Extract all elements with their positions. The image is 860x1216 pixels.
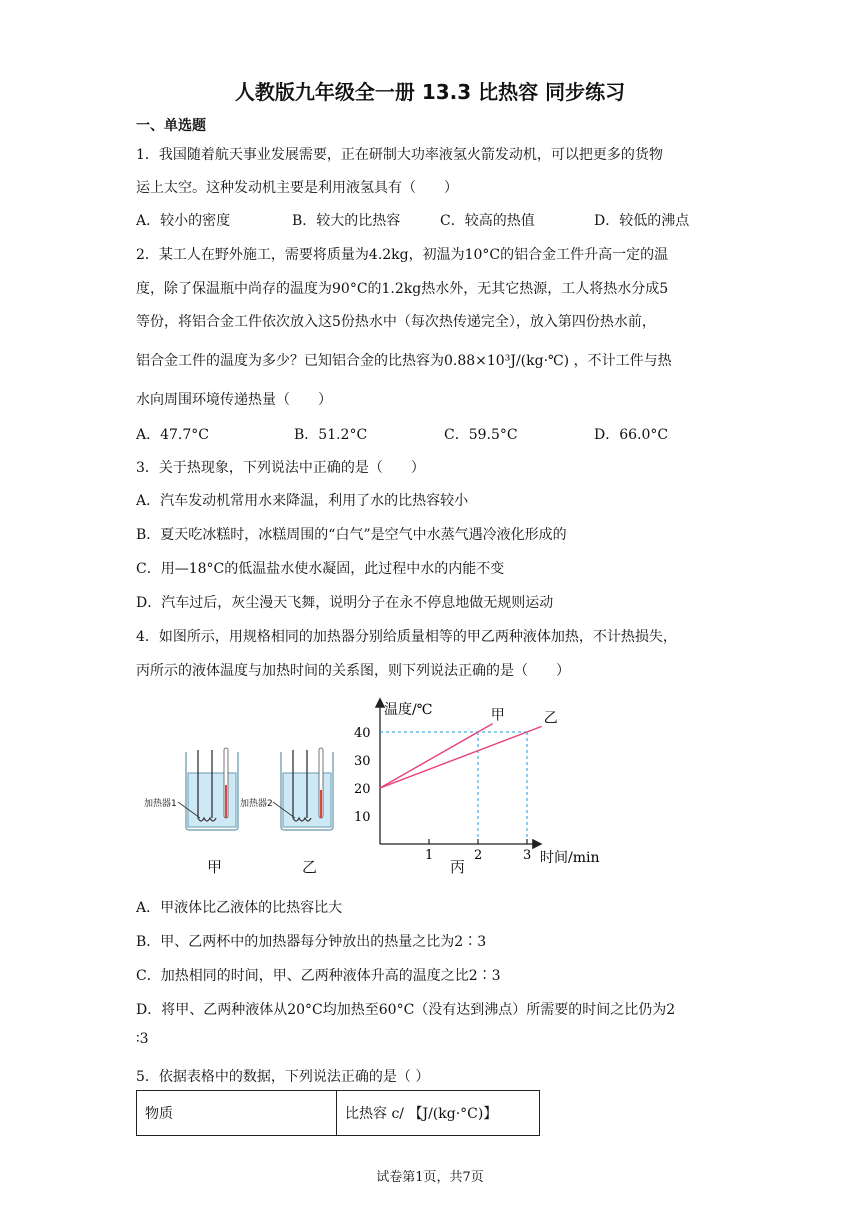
q1-option-a: A．较小的密度 (136, 213, 231, 229)
temperature-time-chart (340, 692, 620, 870)
q2-option-b: B．51.2°C (294, 427, 368, 443)
x-axis-label: 时间/min (540, 850, 600, 866)
q2-line-3: 等份，将铝合金工件依次放入这5份热水中（每次热传递完全），放入第四份热水前， (136, 314, 656, 330)
caption-bing: 丙 (450, 858, 466, 876)
q4-option-b: B．甲、乙两杯中的加热器每分钟放出的热量之比为2∶3 (136, 934, 487, 950)
q3-option-b: B．夏天吃冰糕时，冰糕周围的“白气”是空气中水蒸气遇冷液化形成的 (136, 527, 567, 543)
q1-line-1: 1．我国随着航天事业发展需要，正在研制大功率液氢火箭发动机，可以把更多的货物 (136, 147, 663, 163)
y-tick-label: 40 (354, 726, 371, 741)
x-tick-label: 3 (523, 848, 532, 863)
page-title: 人教版九年级全一册 13.3 比热容 同步练习 (234, 80, 626, 104)
y-tick-label: 10 (354, 810, 371, 825)
table-row (137, 1091, 540, 1136)
specific-heat-table (136, 1090, 540, 1136)
beaker-2 (273, 748, 333, 830)
q1-line-2: 运上太空。这种发动机主要是利用液氢具有（ ） (136, 180, 458, 196)
series-label: 甲 (490, 707, 505, 724)
y-tick-label: 30 (354, 754, 371, 769)
heater-2-label: 加热器2 (240, 799, 273, 809)
q5-stem: 5．依据表格中的数据，下列说法正确的是（ ） (136, 1069, 430, 1085)
x-tick-label: 2 (474, 848, 483, 863)
x-tick-label: 1 (425, 848, 434, 863)
q1-option-c: C．较高的热值 (440, 213, 535, 229)
y-tick-label: 20 (354, 782, 371, 797)
q2-line-5: 水向周围环境传递热量（ ） (136, 392, 332, 408)
q4-option-d-cont: ∶3 (136, 1031, 149, 1047)
beaker-figures (140, 740, 360, 840)
q1-option-b: B．较大的比热容 (292, 213, 401, 229)
q3-stem: 3．关于热现象，下列说法中正确的是（ ） (136, 460, 425, 476)
caption-yi: 乙 (302, 858, 318, 876)
beaker-1 (178, 748, 238, 830)
q2-option-c: C．59.5°C (444, 427, 518, 443)
q3-option-c: C．用—18°C的低温盐水使水凝固，此过程中水的内能不变 (136, 561, 505, 577)
q2-option-d: D．66.0°C (594, 427, 669, 443)
q1-option-d: D．较低的沸点 (594, 213, 690, 229)
q2-line-1: 2．某工人在野外施工，需要将质量为4.2kg，初温为10°C的铝合金工件升高一定的温 (136, 247, 669, 263)
q4-option-c: C．加热相同的时间，甲、乙两种液体升高的温度之比2∶3 (136, 968, 501, 984)
series-line (380, 724, 493, 788)
table-header-substance: 物质 (137, 1091, 337, 1136)
y-axis-label: 温度/℃ (384, 702, 433, 718)
table-header-heat-capacity: 比热容 c/ 【J/(kg·°C)】 (337, 1091, 540, 1136)
q4-option-a: A．甲液体比乙液体的比热容比大 (136, 900, 343, 916)
q4-line-2: 丙所示的液体温度与加热时间的关系图，则下列说法正确的是（ ） (136, 663, 570, 679)
q3-option-a: A．汽车发动机常用水来降温，利用了水的比热容较小 (136, 493, 469, 509)
caption-jia: 甲 (207, 858, 223, 876)
series-line (380, 726, 542, 788)
heater-1-label: 加热器1 (144, 799, 177, 809)
page-footer: 试卷第1页，共7页 (376, 1170, 484, 1185)
q2-line-4: 铝合金工件的温度为多少？已知铝合金的比热容为0.88×10³J/(kg·℃) ，不计工件与热 (136, 353, 672, 369)
q3-option-d: D．汽车过后，灰尘漫天飞舞，说明分子在永不停息地做无规则运动 (136, 595, 554, 611)
series-label: 乙 (543, 710, 558, 727)
q4-line-1: 4．如图所示，用规格相同的加热器分别给质量相等的甲乙两种液体加热，不计热损失， (136, 629, 677, 645)
q2-option-a: A．47.7°C (136, 427, 209, 443)
q2-line-2: 度，除了保温瓶中尚存的温度为90°C的1.2kg热水外，无其它热源，工人将热水分成5 (136, 281, 669, 297)
q4-option-d: D．将甲、乙两种液体从20°C均加热至60°C（没有达到沸点）所需要的时间之比仍为2 (136, 1002, 676, 1018)
section-heading: 一、单选题 (136, 118, 206, 134)
